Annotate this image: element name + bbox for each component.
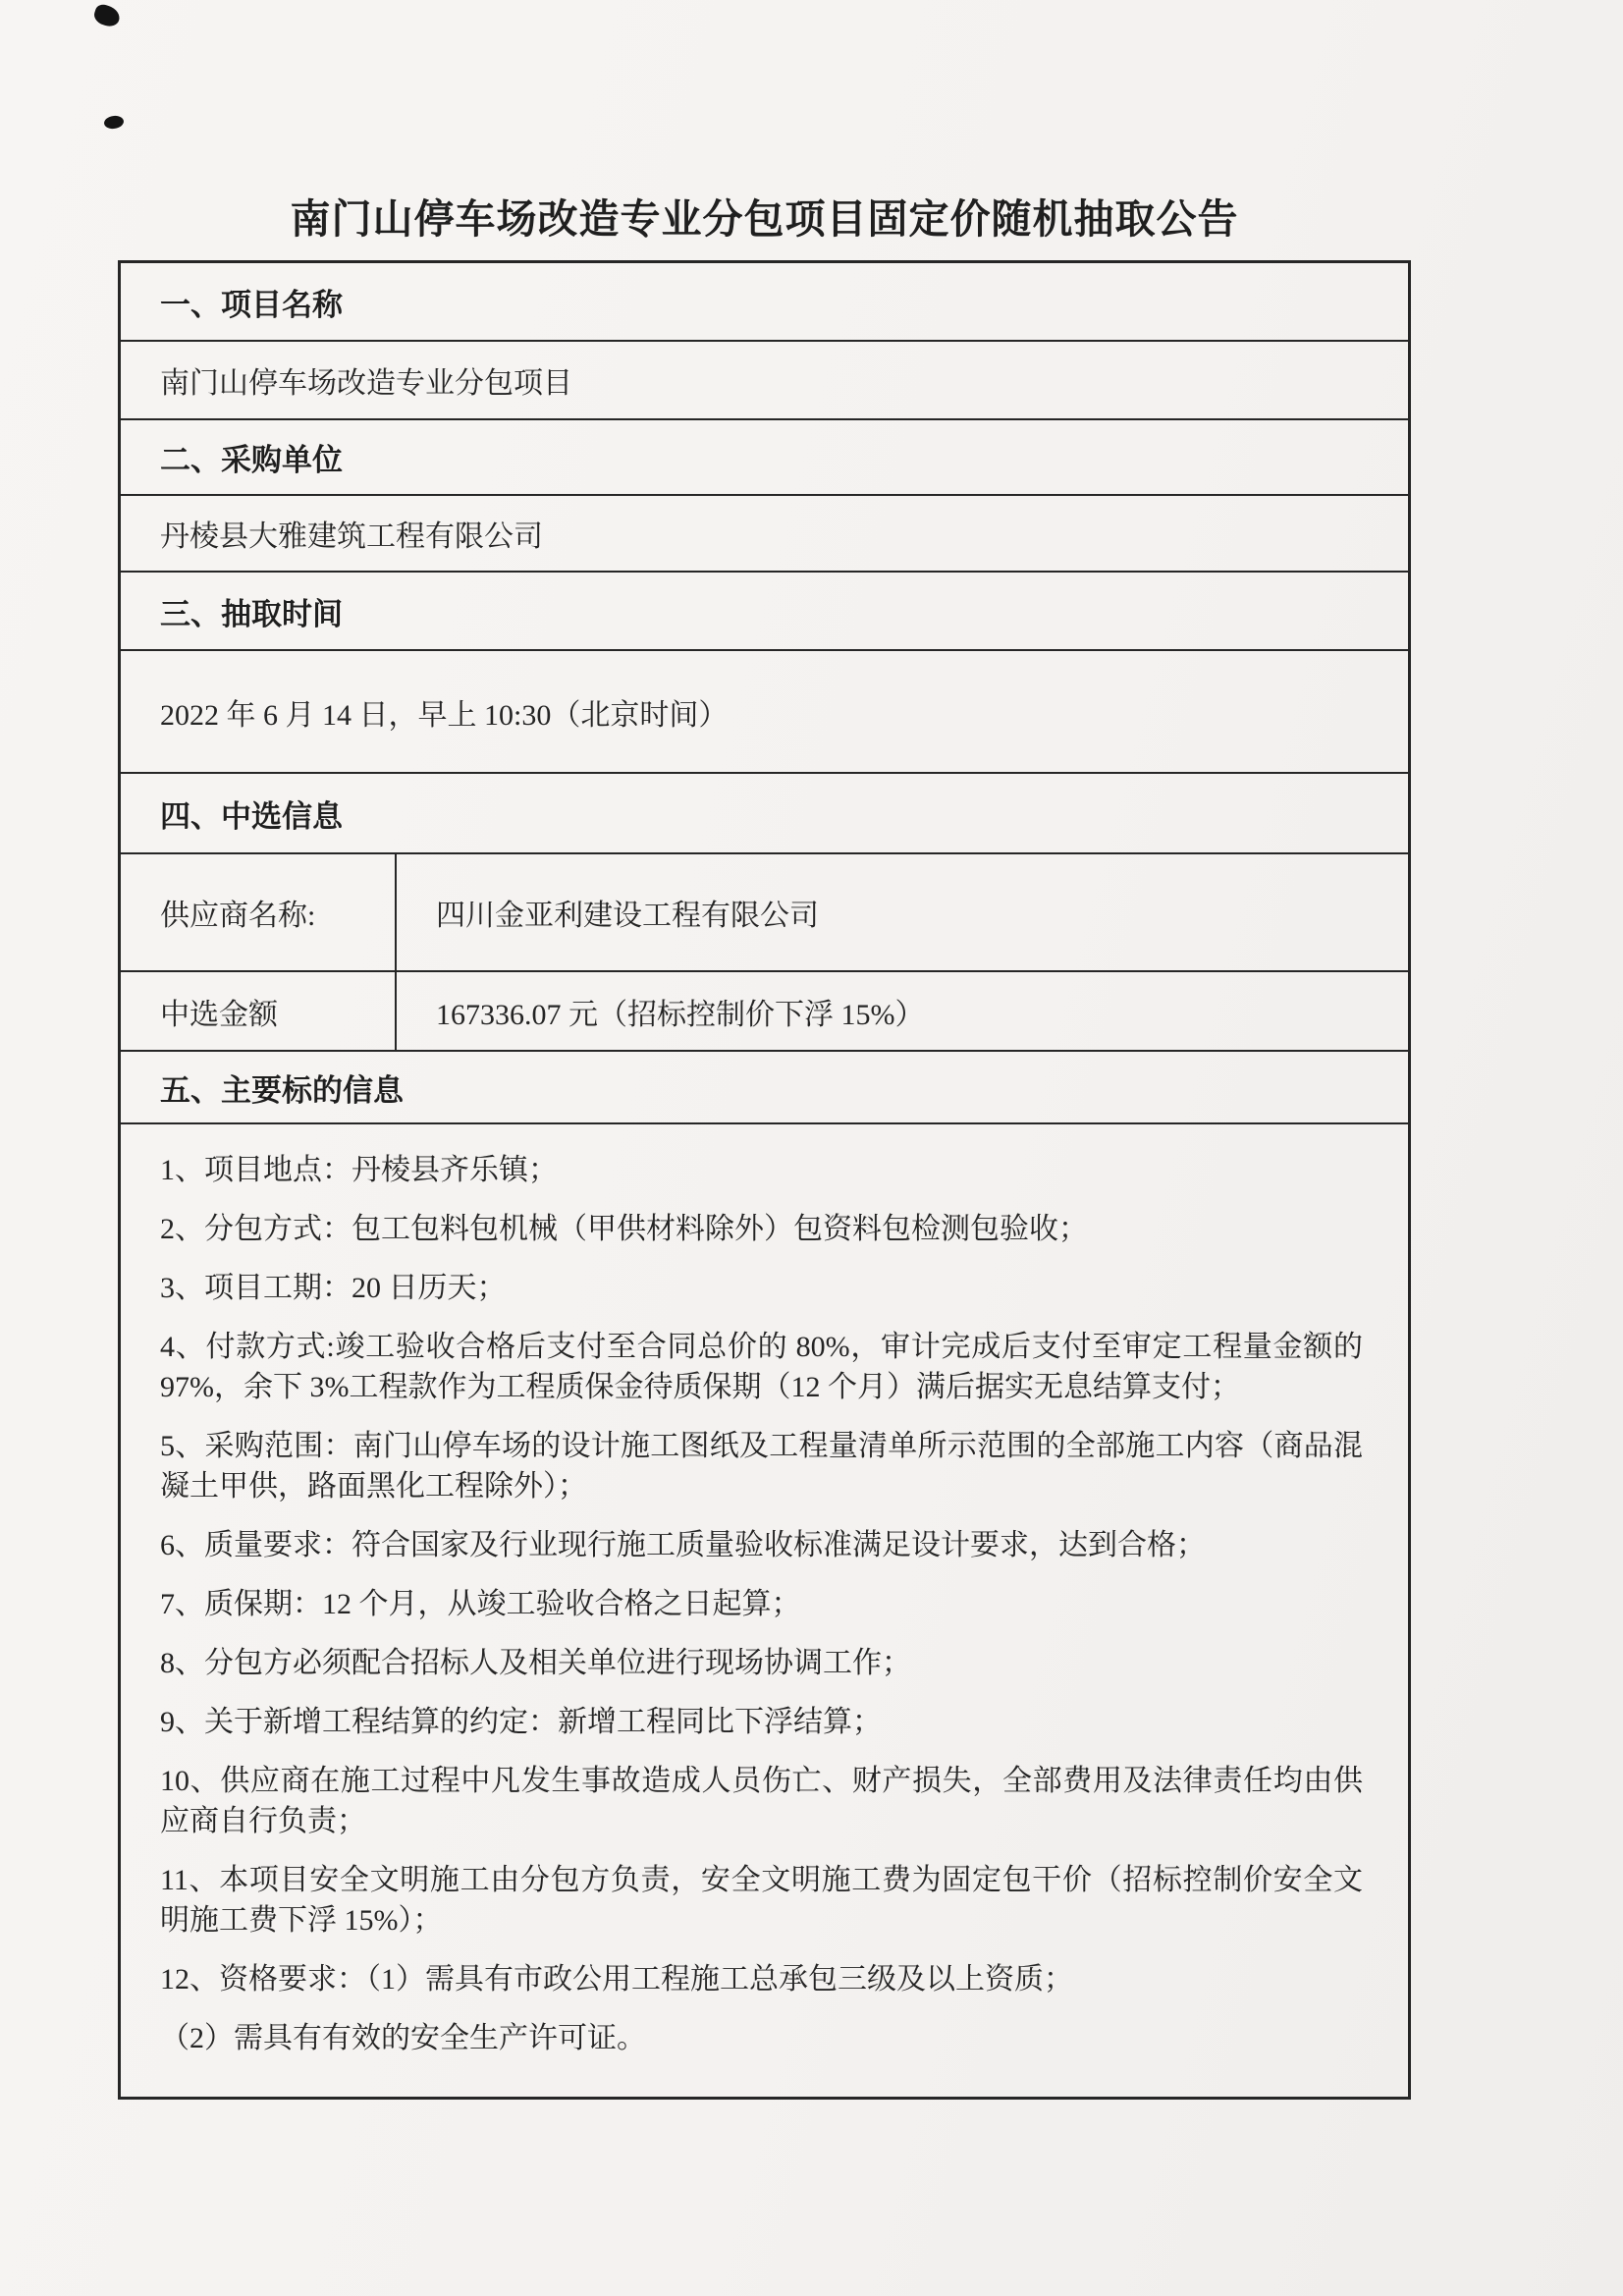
section-header-text: 五、主要标的信息 <box>160 1072 404 1108</box>
section-header-main-subject-info <box>121 1052 1408 1124</box>
announcement-table <box>118 260 1411 2100</box>
detail-item-2: 2、分包方式：包工包料包机械（甲供材料除外）包资料包检测包验收； <box>160 1213 1088 1245</box>
detail-item-1: 1、项目地点：丹棱县齐乐镇； <box>160 1154 558 1186</box>
amount-value: 167336.07 元（招标控制价下浮 15%） <box>436 998 925 1031</box>
scan-artifact <box>92 2 123 28</box>
supplier-value-cell <box>397 854 1408 970</box>
section-header-text: 三、抽取时间 <box>160 596 343 631</box>
detail-item-7: 7、质保期：12 个月，从竣工验收合格之日起算； <box>160 1588 801 1620</box>
draw-time-text: 2022 年 6 月 14 日，早上 10:30（北京时间） <box>160 698 729 732</box>
detail-item-9: 9、关于新增工程结算的约定：新增工程同比下浮结算； <box>160 1706 882 1738</box>
detail-item-11: 11、本项目安全文明施工由分包方负责，安全文明施工费为固定包干价（招标控制价安全文明施工费下浮 15%）； <box>160 1864 1363 1937</box>
supplier-label-cell <box>121 854 397 970</box>
detail-item-3: 3、项目工期：20 日历天； <box>160 1272 507 1304</box>
section-header-selection-info <box>121 774 1408 854</box>
section-header-project-name <box>121 263 1408 342</box>
amount-value-cell <box>397 972 1408 1050</box>
scan-artifact <box>103 115 125 131</box>
detail-item-5: 5、采购范围：南门山停车场的设计施工图纸及工程量清单所示范围的全部施工内容（商品混凝土甲供，路面黑化工程除外）； <box>160 1430 1363 1503</box>
amount-label-cell <box>121 972 397 1050</box>
section-header-draw-time <box>121 573 1408 651</box>
detail-item-4: 4、付款方式:竣工验收合格后支付至合同总价的 80%，审计完成后支付至审定工程量金额的 97%，余下 3%工程款作为工程质保金待质保期（12 个月）满后据实无息结算支付； <box>160 1331 1363 1403</box>
supplier-label: 供应商名称: <box>160 900 316 932</box>
procurement-unit-value <box>121 496 1408 573</box>
main-subject-details <box>121 1124 1408 2097</box>
section-header-text: 四、中选信息 <box>160 798 343 834</box>
section-header-text: 一、项目名称 <box>160 287 343 322</box>
draw-time-value <box>121 651 1408 774</box>
section-header-procurement-unit <box>121 420 1408 496</box>
supplier-row <box>121 854 1408 972</box>
procurement-unit-text: 丹棱县大雅建筑工程有限公司 <box>160 520 543 553</box>
detail-item-12b: （2）需具有有效的安全生产许可证。 <box>160 2022 646 2054</box>
detail-item-10: 10、供应商在施工过程中凡发生事故造成人员伤亡、财产损失，全部费用及法律责任均由供应商自行负责； <box>160 1765 1363 1837</box>
section-header-text: 二、采购单位 <box>160 443 343 477</box>
amount-row <box>121 972 1408 1052</box>
supplier-name: 四川金亚利建设工程有限公司 <box>436 900 819 932</box>
detail-item-6: 6、质量要求：符合国家及行业现行施工质量验收标准满足设计要求，达到合格； <box>160 1529 1206 1561</box>
detail-item-12: 12、资格要求：（1）需具有市政公用工程施工总承包三级及以上资质； <box>160 1963 1073 1995</box>
project-name-text: 南门山停车场改造专业分包项目 <box>160 367 572 400</box>
amount-label: 中选金额 <box>160 998 278 1031</box>
detail-item-8: 8、分包方必须配合招标人及相关单位进行现场协调工作； <box>160 1647 911 1679</box>
project-name-value <box>121 342 1408 420</box>
document-title: 南门山停车场改造专业分包项目固定价随机抽取公告 <box>290 196 1239 242</box>
